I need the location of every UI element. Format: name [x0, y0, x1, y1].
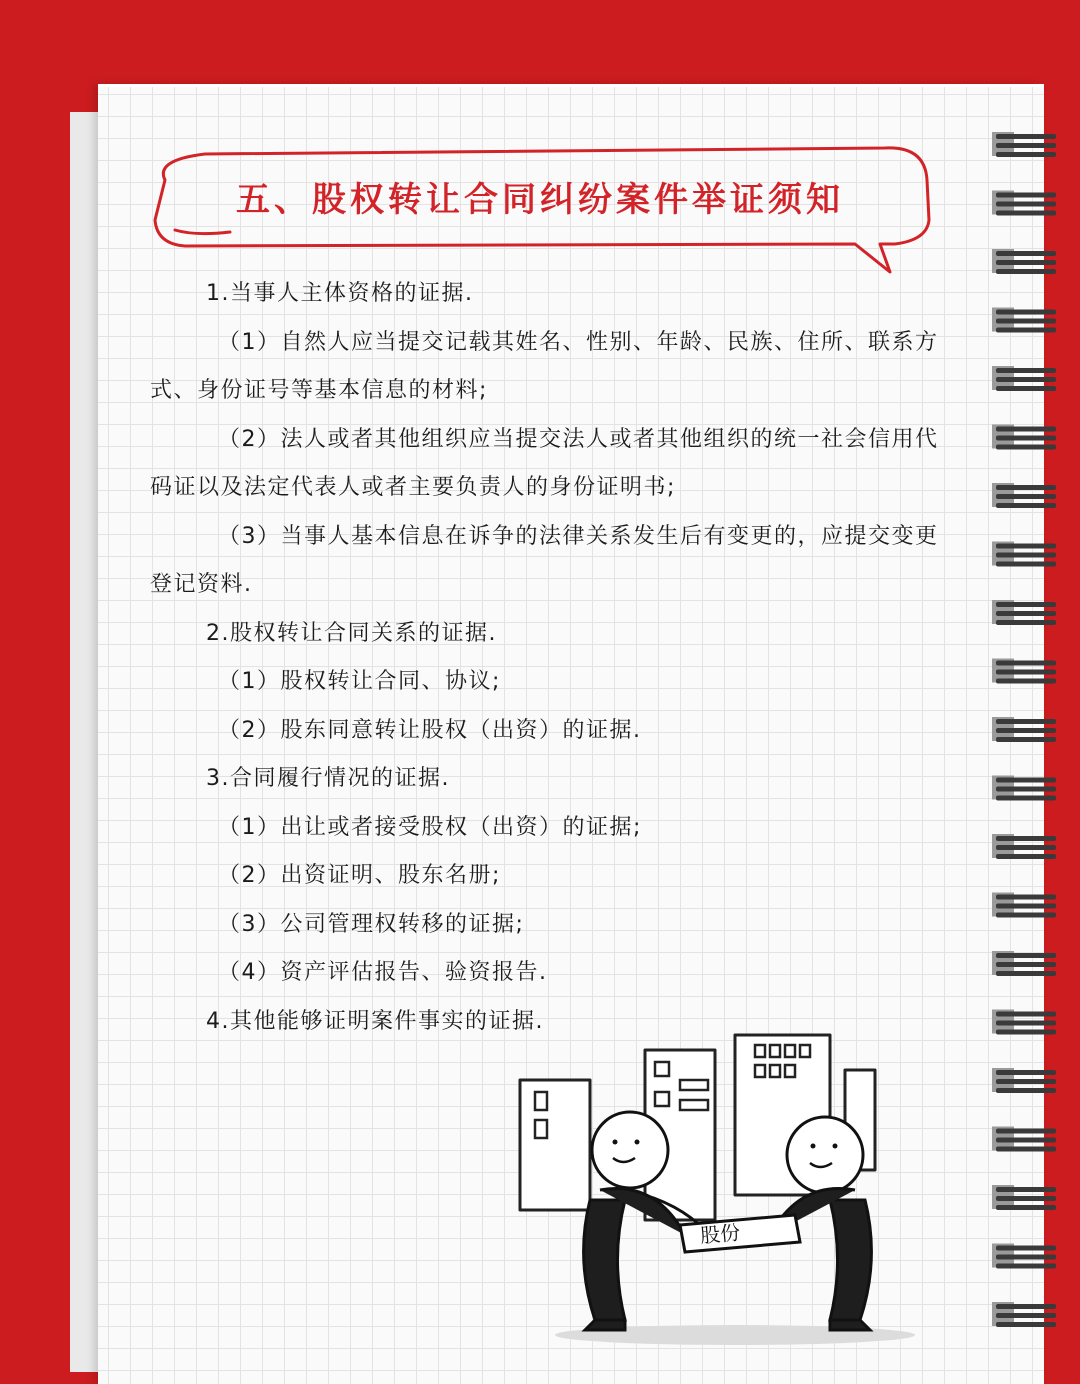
list-item: （1）股权转让合同、协议; — [218, 669, 501, 694]
document-body — [150, 270, 940, 1046]
spiral-ring — [992, 1244, 1056, 1269]
spiral-ring — [992, 834, 1056, 859]
spiral-ring — [992, 249, 1056, 274]
spiral-ring — [992, 1127, 1056, 1152]
section-3 — [150, 755, 940, 998]
list-item: （2）出资证明、股东名册; — [218, 863, 501, 888]
spiral-ring — [992, 542, 1056, 567]
spiral-ring — [992, 132, 1056, 157]
spiral-ring — [992, 1010, 1056, 1035]
spiral-ring — [992, 1068, 1056, 1093]
list-item: （3）当事人基本信息在诉争的法律关系发生后有变更的，应提交变更登记资料. — [150, 523, 939, 597]
list-item: （4）资产评估报告、验资报告. — [218, 960, 548, 985]
page-title: 五、股权转让合同纠纷案件举证须知 — [236, 180, 844, 220]
handshake-illustration-icon — [505, 1030, 975, 1350]
section-1 — [150, 270, 940, 610]
list-item: （2）法人或者其他组织应当提交法人或者其他组织的统一社会信用代码证以及法定代表人或者主要负责人的身份证明书; — [150, 426, 939, 500]
list-item: （1）出让或者接受股权（出资）的证据; — [218, 814, 642, 840]
spiral-ring — [992, 659, 1056, 684]
list-item: （1）自然人应当提交记载其姓名、性别、年龄、民族、住所、联系方式、身份证号等基本信息的材料; — [150, 329, 939, 403]
spiral-ring — [992, 951, 1056, 976]
spiral-ring — [992, 425, 1056, 450]
spiral-ring — [992, 893, 1056, 918]
share-document-label: 股份 — [699, 1220, 742, 1248]
section-heading: 1.当事人主体资格的证据. — [206, 281, 474, 306]
spiral-ring — [992, 600, 1056, 625]
spiral-ring — [992, 191, 1056, 216]
spiral-binding-icon — [990, 126, 1080, 1356]
section-heading: 4.其他能够证明案件事实的证据. — [206, 1008, 544, 1034]
spiral-ring — [992, 483, 1056, 508]
spiral-ring — [992, 308, 1056, 333]
list-item: （2）股东同意转让股权（出资）的证据. — [218, 717, 642, 743]
spiral-ring — [992, 1185, 1056, 1210]
spiral-ring — [992, 776, 1056, 801]
spiral-ring — [992, 366, 1056, 391]
section-2 — [150, 610, 940, 756]
page-edge — [98, 84, 1044, 87]
spiral-ring — [992, 717, 1056, 742]
section-heading: 2.股权转让合同关系的证据. — [206, 620, 497, 646]
section-heading: 3.合同履行情况的证据. — [206, 766, 450, 791]
list-item: （3）公司管理权转移的证据; — [218, 911, 525, 937]
spiral-ring — [992, 1302, 1056, 1327]
